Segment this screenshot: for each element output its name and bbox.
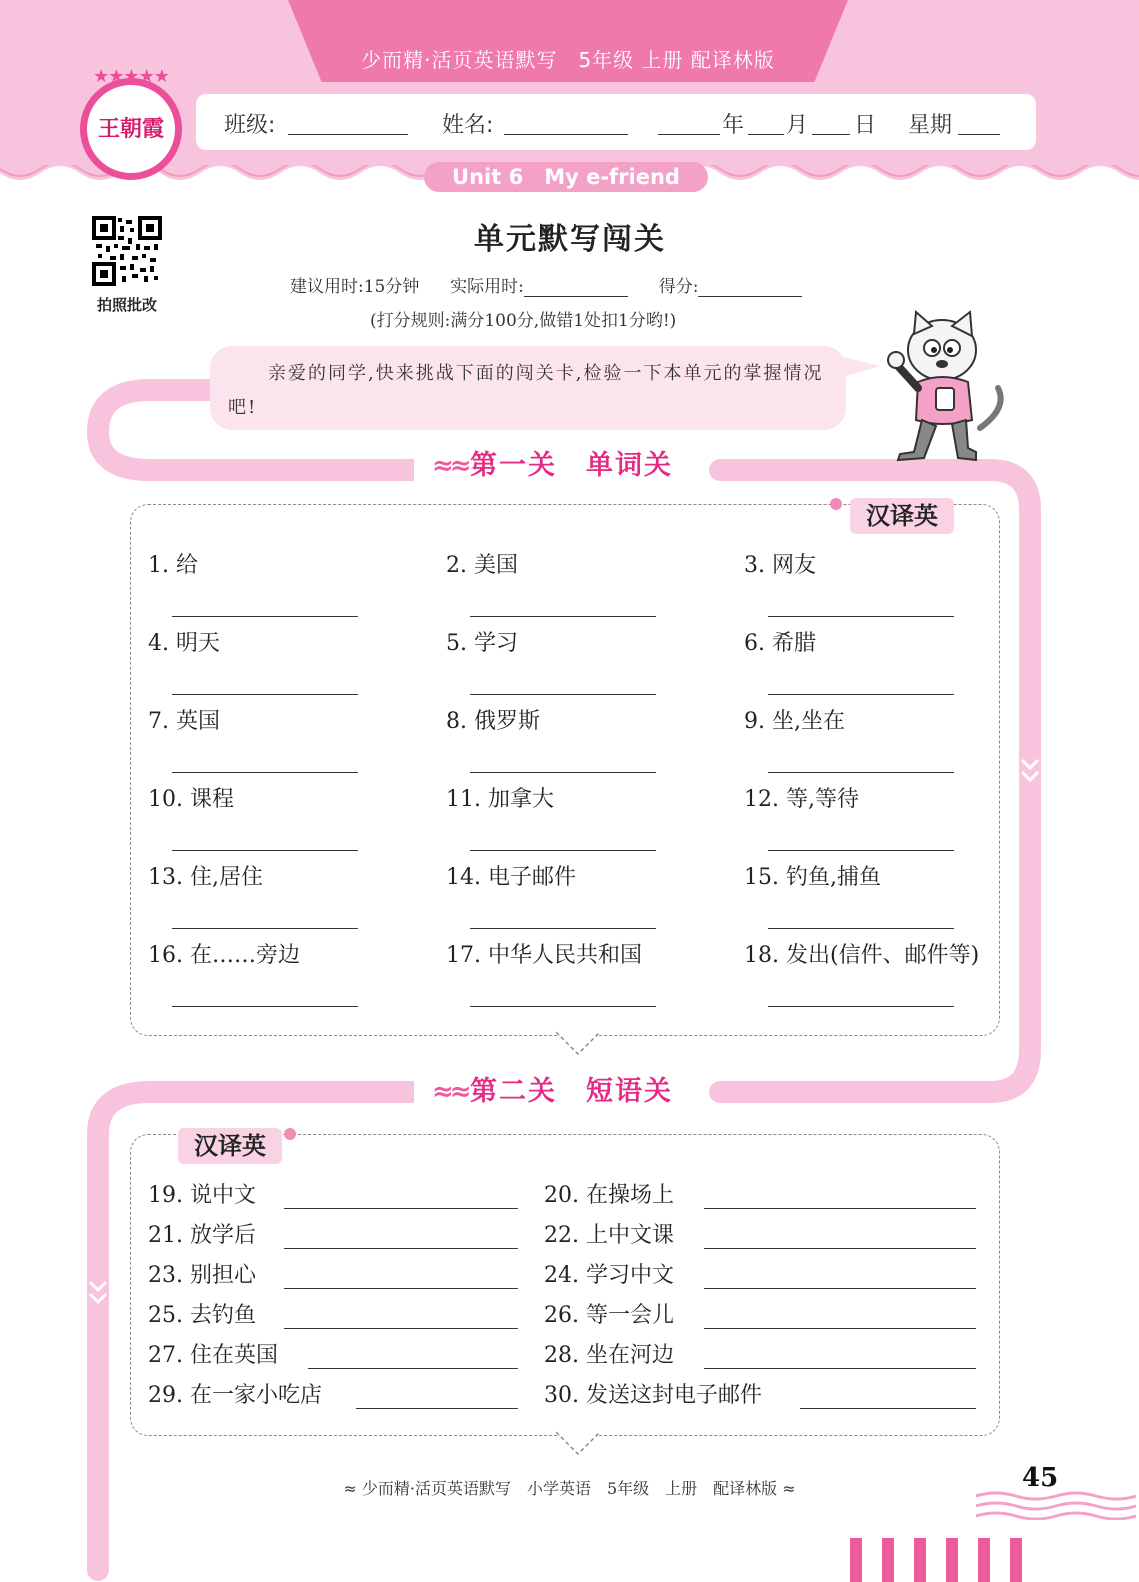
qr-code-icon[interactable] — [92, 216, 162, 286]
answer-line[interactable] — [172, 850, 358, 851]
answer-line[interactable] — [470, 694, 656, 695]
box1-pointer — [556, 1030, 600, 1058]
answer-line[interactable] — [704, 1328, 976, 1329]
logo-stars-icon: ★★★★★ — [93, 66, 169, 87]
word-item-label: 16. 在……旁边 — [148, 943, 300, 968]
word-item-label: 17. 中华人民共和国 — [446, 943, 642, 968]
answer-line[interactable] — [284, 1288, 518, 1289]
cat-mascot-icon — [880, 308, 1008, 468]
word-item-label: 18. 发出(信件、邮件等) — [744, 943, 980, 968]
word-item-label: 14. 电子邮件 — [446, 865, 576, 890]
answer-line[interactable] — [470, 772, 656, 773]
word-item-label: 1. 给 — [148, 553, 198, 578]
section2-tag: 汉译英 — [178, 1128, 282, 1164]
logo-text: 王朝霞 — [97, 116, 164, 142]
year-label: 年 — [722, 113, 745, 138]
word-item-label: 15. 钓鱼,捕鱼 — [744, 865, 881, 890]
answer-line[interactable] — [768, 928, 954, 929]
word-item-label: 12. 等,等待 — [744, 787, 859, 812]
answer-line[interactable] — [704, 1208, 976, 1209]
phrase-item-label: 30. 发送这封电子邮件 — [544, 1383, 762, 1408]
time-score-line — [290, 272, 802, 297]
phrase-item-label: 28. 坐在河边 — [544, 1343, 674, 1368]
phrase-item-label: 29. 在一家小吃店 — [148, 1383, 322, 1408]
word-item-label: 10. 课程 — [148, 787, 234, 812]
phrase-item-label: 23. 别担心 — [148, 1263, 256, 1288]
answer-line[interactable] — [308, 1368, 518, 1369]
answer-line[interactable] — [356, 1408, 518, 1409]
series-title: 少而精·活页英语默写 5年级 上册 配译林版 — [361, 48, 775, 72]
phrase-item-label: 19. 说中文 — [148, 1183, 256, 1208]
weekday-field[interactable] — [958, 134, 1000, 135]
wave-icon: ≈≈ — [432, 451, 468, 481]
page-number: 45 — [1022, 1463, 1059, 1493]
word-item-label: 11. 加拿大 — [446, 787, 554, 812]
actual-time-label: 实际用时: — [450, 277, 524, 297]
section1-tag: 汉译英 — [850, 498, 954, 534]
footer-stripes-decoration — [848, 1538, 1048, 1582]
answer-line[interactable] — [172, 1006, 358, 1007]
score-label: 得分: — [658, 277, 699, 297]
answer-line[interactable] — [768, 1006, 954, 1007]
answer-line[interactable] — [172, 694, 358, 695]
answer-line[interactable] — [172, 772, 358, 773]
answer-line[interactable] — [470, 928, 656, 929]
phrase-item-label: 26. 等一会儿 — [544, 1303, 674, 1328]
phrase-item-label: 27. 住在英国 — [148, 1343, 278, 1368]
intro-text: 亲爱的同学,快来挑战下面的闯关卡,检验一下本单元的掌握情况吧! — [228, 363, 824, 418]
answer-line[interactable] — [768, 850, 954, 851]
name-label: 姓名: — [442, 113, 494, 138]
suggested-time: 建议用时:15分钟 — [290, 277, 420, 297]
answer-line[interactable] — [800, 1408, 976, 1409]
tag-dot-icon — [284, 1128, 296, 1140]
answer-line[interactable] — [172, 616, 358, 617]
word-item-label: 3. 网友 — [744, 553, 816, 578]
answer-line[interactable] — [768, 616, 954, 617]
answer-line[interactable] — [284, 1208, 518, 1209]
scoring-rule: (打分规则:满分100分,做错1处扣1分哟!) — [370, 311, 677, 331]
word-item-label: 13. 住,居住 — [148, 865, 263, 890]
phrase-item-label: 25. 去钓鱼 — [148, 1303, 256, 1328]
word-item-label: 6. 希腊 — [744, 631, 816, 656]
tag-dot-icon — [830, 498, 842, 510]
weekday-label: 星期 — [908, 113, 953, 138]
class-label: 班级: — [224, 113, 276, 138]
answer-line[interactable] — [768, 772, 954, 773]
word-item-label: 8. 俄罗斯 — [446, 709, 540, 734]
month-field[interactable] — [748, 134, 784, 135]
word-item-label: 9. 坐,坐在 — [744, 709, 845, 734]
class-field[interactable] — [288, 134, 408, 135]
word-item-label: 4. 明天 — [148, 631, 220, 656]
bubble-tail — [840, 356, 880, 380]
answer-line[interactable] — [172, 928, 358, 929]
phrase-item-label: 24. 学习中文 — [544, 1263, 674, 1288]
answer-line[interactable] — [284, 1248, 518, 1249]
phrase-item-label: 22. 上中文课 — [544, 1223, 674, 1248]
month-label: 月 — [786, 113, 809, 138]
score-field[interactable] — [698, 280, 802, 297]
day-field[interactable] — [812, 134, 850, 135]
student-info-bar — [196, 94, 1036, 150]
answer-line[interactable] — [704, 1248, 976, 1249]
box2-pointer — [556, 1430, 600, 1458]
answer-line[interactable] — [470, 1006, 656, 1007]
answer-line[interactable] — [284, 1328, 518, 1329]
section1-title: ≈≈ 第一关 单词关 — [414, 444, 693, 488]
day-label: 日 — [854, 113, 877, 138]
section2-title: ≈≈ 第二关 短语关 — [414, 1070, 693, 1114]
word-item-label: 5. 学习 — [446, 631, 518, 656]
page-title: 单元默写闯关 — [474, 222, 666, 257]
qr-label: 拍照批改 — [96, 296, 157, 314]
wave-icon: ≈≈ — [432, 1077, 468, 1107]
footer-wave-decoration — [976, 1490, 1136, 1520]
name-field[interactable] — [504, 134, 628, 135]
unit-title: Unit 6 My e-friend — [424, 162, 708, 192]
answer-line[interactable] — [470, 850, 656, 851]
phrase-item-label: 20. 在操场上 — [544, 1183, 674, 1208]
answer-line[interactable] — [768, 694, 954, 695]
word-item-label: 2. 美国 — [446, 553, 518, 578]
phrase-item-label: 21. 放学后 — [148, 1223, 256, 1248]
answer-line[interactable] — [704, 1288, 976, 1289]
year-field[interactable] — [658, 134, 720, 135]
word-item-label: 7. 英国 — [148, 709, 220, 734]
footer-text: ≈ 少而精·活页英语默写 小学英语 5年级 上册 配译林版 ≈ — [343, 1479, 796, 1498]
answer-line[interactable] — [704, 1368, 976, 1369]
answer-line[interactable] — [470, 616, 656, 617]
actual-time-field[interactable] — [524, 280, 628, 297]
